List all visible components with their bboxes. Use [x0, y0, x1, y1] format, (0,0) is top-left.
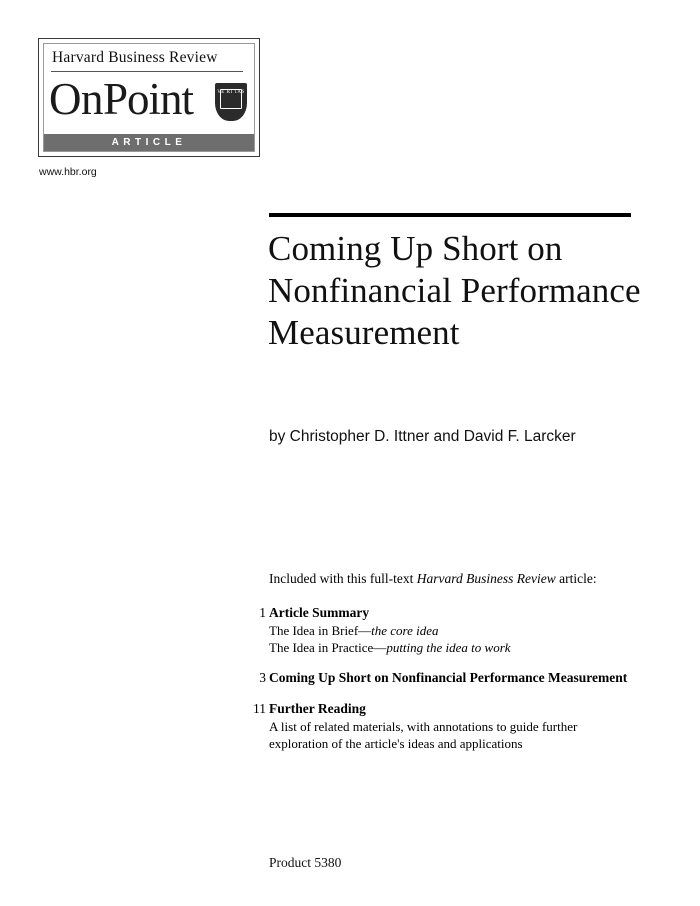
logo-article-label: ARTICLE — [44, 134, 254, 151]
toc-page-number: 11 — [253, 701, 266, 716]
toc-entry-title: Coming Up Short on Nonfinancial Performance Measurement — [269, 670, 628, 685]
toc-page-number: 3 — [259, 670, 266, 685]
toc-subline-2-plain: The Idea in Practice— — [269, 640, 387, 655]
logo-brand-text — [49, 71, 193, 127]
toc-entry-further-reading[interactable] — [253, 700, 649, 752]
harvard-shield-icon — [215, 83, 247, 121]
toc-entry-title: Further Reading — [269, 701, 366, 716]
hbr-onpoint-logo — [38, 38, 260, 157]
toc-entry-article-summary[interactable] — [259, 604, 649, 656]
title-rule — [269, 213, 631, 217]
included-with-note — [269, 570, 649, 588]
toc-entry-subline-1 — [269, 622, 649, 639]
toc-page-number: 1 — [259, 605, 266, 620]
toc-entry-main-article[interactable] — [259, 669, 649, 687]
table-of-contents — [253, 570, 649, 765]
site-url: www.hbr.org — [39, 166, 97, 178]
logo-publisher-text: Harvard Business Review — [52, 49, 218, 66]
toc-entry-title: Article Summary — [269, 605, 370, 620]
shield-veritas-text: VE RI TAS — [217, 90, 245, 95]
logo-brand-on: On — [49, 74, 103, 124]
logo-brand-point: Point — [103, 74, 194, 124]
toc-subline-1-italic: the core idea — [371, 623, 439, 638]
included-prefix: Included with this full-text — [269, 571, 417, 586]
toc-entry-subline-1: A list of related materials, with annotations to guide further — [269, 719, 578, 734]
included-suffix: article: — [555, 571, 597, 586]
product-code: Product 5380 — [269, 855, 342, 870]
toc-entry-subline-2: exploration of the article's ideas and applications — [269, 736, 523, 751]
toc-subline-2-italic: putting the idea to work — [386, 640, 511, 655]
toc-subline-1-plain: The Idea in Brief— — [269, 623, 372, 638]
included-publication: Harvard Business Review — [416, 571, 556, 586]
toc-entry-subline-2 — [269, 639, 649, 656]
page-title: Coming Up Short on Nonfinancial Performance Measurement — [268, 229, 641, 352]
byline: by Christopher D. Ittner and David F. Larcker — [269, 428, 576, 445]
